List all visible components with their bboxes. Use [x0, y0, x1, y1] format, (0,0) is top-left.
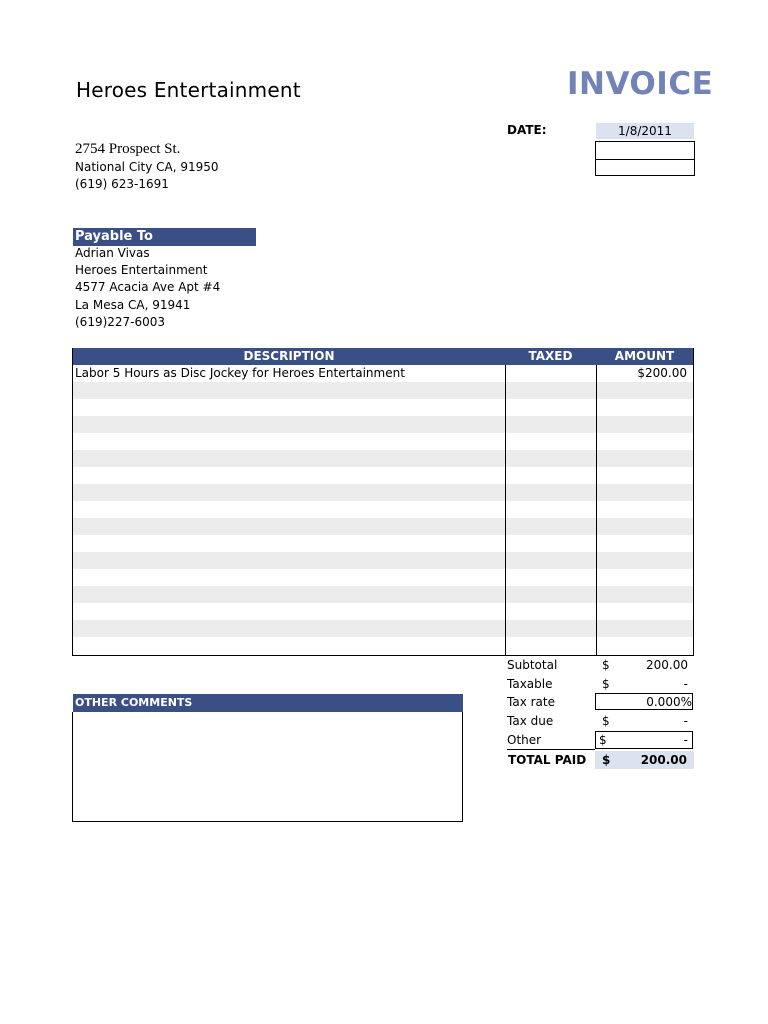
other-label: Other: [507, 733, 542, 747]
payable-to-line: (619)227-6003: [75, 314, 166, 329]
row-description: Labor 5 Hours as Disc Jockey for Heroes Entertainment: [75, 366, 405, 380]
tax-due-value: -: [683, 714, 688, 728]
tax-rate-row: [507, 693, 695, 711]
table-row[interactable]: [73, 637, 693, 654]
payable-to-line: Heroes Entertainment: [75, 263, 208, 278]
taxable-currency: $: [602, 677, 610, 691]
other-value: -: [683, 733, 688, 747]
table-row[interactable]: [73, 399, 693, 416]
subtotal-currency: $: [602, 658, 610, 672]
table-row[interactable]: [73, 365, 693, 382]
table-row[interactable]: [73, 603, 693, 620]
taxable-label: Taxable: [507, 677, 553, 691]
other-row: [507, 731, 695, 749]
table-header: [73, 348, 693, 365]
table-row[interactable]: [73, 518, 693, 535]
table-row[interactable]: [73, 586, 693, 603]
line-items-table: [72, 348, 694, 656]
other-field[interactable]: [595, 731, 693, 749]
sender-city: National City CA, 91950: [75, 160, 219, 174]
column-header-taxed: TAXED: [528, 349, 573, 363]
subtotal-value: 200.00: [646, 658, 688, 672]
date-label: DATE:: [507, 123, 547, 137]
sender-phone: (619) 623-1691: [75, 177, 169, 191]
table-row[interactable]: [73, 433, 693, 450]
total-paid-label: TOTAL PAID: [508, 753, 587, 767]
table-row[interactable]: [73, 569, 693, 586]
column-divider: [596, 365, 597, 655]
tax-due-currency: $: [602, 714, 610, 728]
total-paid-row: [506, 751, 694, 769]
table-row[interactable]: [73, 552, 693, 569]
column-header-amount: AMOUNT: [614, 349, 675, 363]
table-row[interactable]: [73, 416, 693, 433]
table-row[interactable]: [73, 484, 693, 501]
column-header-description: DESCRIPTION: [243, 349, 335, 363]
table-body: [73, 365, 693, 654]
table-row[interactable]: [73, 450, 693, 467]
company-name: Heroes Entertainment: [76, 78, 301, 102]
column-divider: [505, 365, 506, 655]
table-row[interactable]: [73, 382, 693, 399]
payable-to-line: 4577 Acacia Ave Apt #4: [75, 280, 221, 295]
table-row[interactable]: [73, 501, 693, 518]
tax-rate-label: Tax rate: [507, 695, 555, 709]
invoice-title: INVOICE: [567, 66, 714, 102]
table-row[interactable]: [73, 620, 693, 637]
sender-street: 2754 Prospect St.: [75, 141, 181, 157]
date-value[interactable]: 1/8/2011: [596, 123, 694, 139]
customer-id-field[interactable]: [595, 158, 695, 176]
subtotal-row: [507, 656, 695, 674]
subtotal-label: Subtotal: [507, 658, 558, 672]
total-currency: $: [602, 753, 611, 767]
payable-to-block: [75, 245, 220, 331]
tax-due-label: Tax due: [507, 714, 554, 728]
table-row[interactable]: [73, 467, 693, 484]
taxable-value: -: [683, 677, 688, 691]
other-comments-field[interactable]: [72, 712, 463, 822]
table-row[interactable]: [73, 535, 693, 552]
other-comments-heading: OTHER COMMENTS: [73, 694, 463, 712]
row-amount: $200.00: [637, 366, 687, 380]
total-paid-value: 200.00: [640, 753, 687, 767]
tax-due-row: [507, 712, 695, 730]
payable-to-heading: Payable To: [73, 228, 256, 246]
payable-to-line: La Mesa CA, 91941: [75, 297, 191, 312]
total-divider: [507, 749, 595, 750]
taxable-row: [507, 675, 695, 693]
tax-rate-value: 0.000%: [646, 695, 692, 709]
other-currency: $: [599, 733, 607, 747]
payable-to-line: Adrian Vivas: [75, 246, 150, 260]
